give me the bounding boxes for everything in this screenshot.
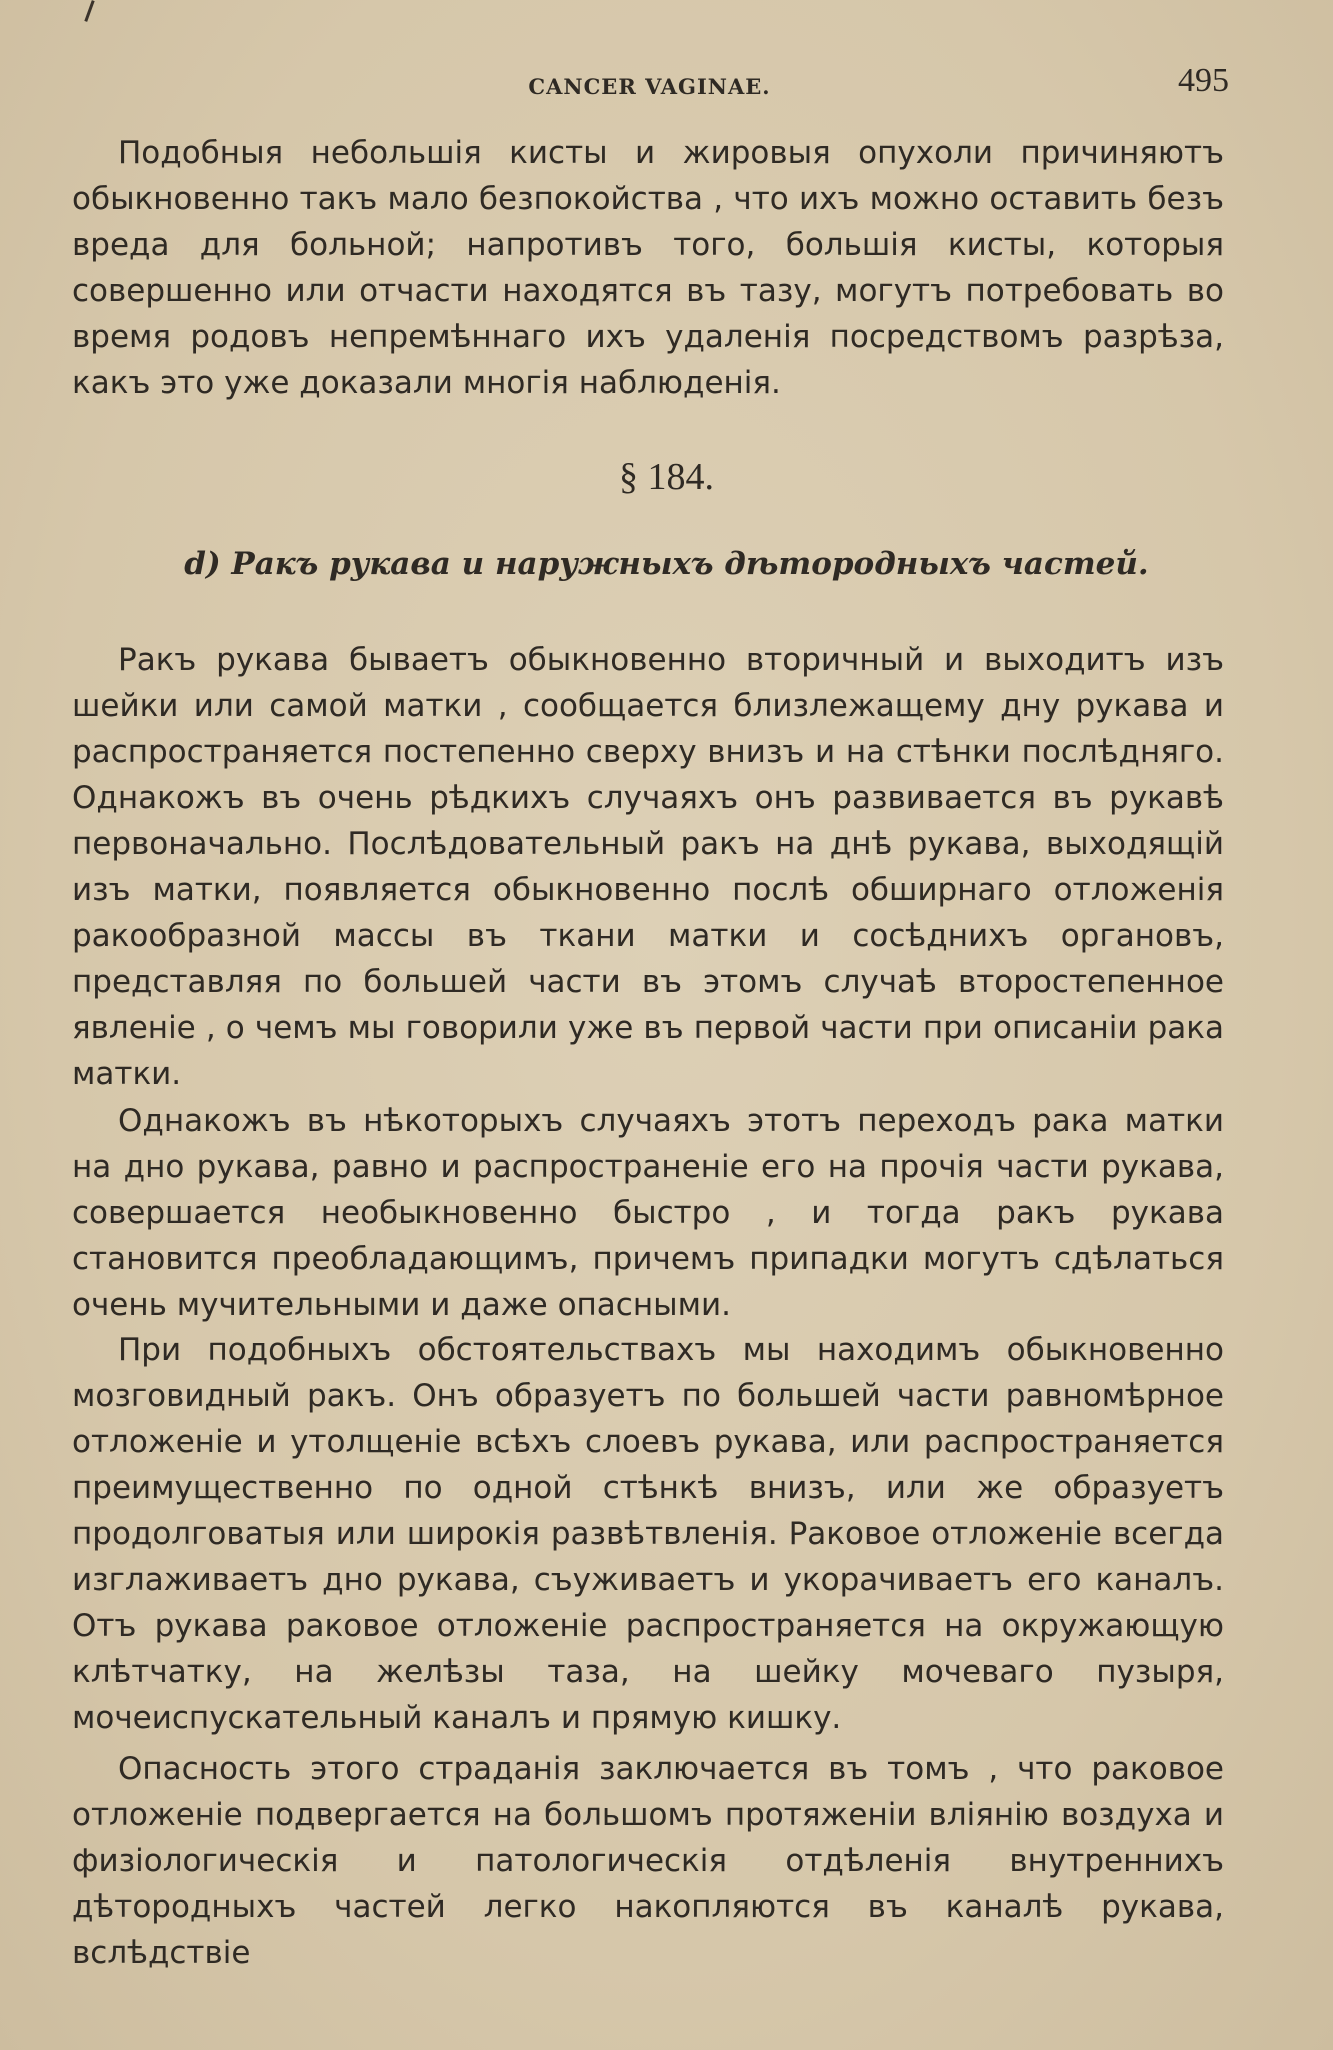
- paragraph-4: Опасность этого страданія заключается въ томъ , что раковое отложеніе подвергается на большомъ протяженіи вліянію воздуха и физіологическія и патологическія отдѣленія внутреннихъ дѣтородныхъ частей легко накопляются въ каналѣ рукава, вслѣдствіе: [72, 1751, 1224, 1971]
- paragraph-intro: Подобныя небольшія кисты и жировыя опухоли причиняютъ обыкновенно такъ мало безпокойства , что ихъ можно оставить безъ вреда для больной; напротивъ того, большія кисты, которыя совершенно или отчасти находятся въ тазу, могутъ потребовать во время родовъ непремѣннаго ихъ удаленія посредствомъ разрѣза, какъ это уже доказали многія наблюденія.: [72, 135, 1224, 401]
- section-number: § 184.: [619, 456, 714, 498]
- paragraph-2: Однакожъ въ нѣкоторыхъ случаяхъ этотъ переходъ рака матки на дно рукава, равно и распространеніе его на прочія части рукава, совершается необыкновенно быстро , и тогда ракъ рукава становится преобладающимъ, причемъ припадки могутъ сдѣлаться очень мучительными и даже опасными.: [72, 1103, 1224, 1323]
- section-subheading: d) Ракъ рукава и наружныхъ дѣтородныхъ частей.: [184, 546, 1149, 582]
- paragraph-3: При подобныхъ обстоятельствахъ мы находимъ обыкновенно мозговидный ракъ. Онъ образуетъ по большей части равномѣрное отложеніе и утолщеніе всѣхъ слоевъ рукава, или распространяется преимущественно по одной стѣнкѣ внизъ, или же образуетъ продолговатыя или широкія развѣтвленія. Раковое отложеніе всегда изглаживаетъ дно рукава, съуживаетъ и укорачиваетъ его каналъ. Отъ рукава раковое отложеніе распространяется на окружающую клѣтчатку, на желѣзы таза, на шейку мочеваго пузыря, мочеиспускательный каналъ и прямую кишку.: [72, 1332, 1224, 1736]
- paragraph-1: Ракъ рукава бываетъ обыкновенно вторичный и выходитъ изъ шейки или самой матки , сообщается близлежащему дну рукава и распространяется постепенно сверху внизъ и на стѣнки послѣдняго. Однакожъ въ очень рѣдкихъ случаяхъ онъ развивается въ рукавѣ первоначально. Послѣдовательный ракъ на днѣ рукава, выходящій изъ матки, появляется обыкновенно послѣ обширнаго отложенія ракообразной массы въ ткани матки и сосѣднихъ органовъ, представляя по большей части въ этомъ случаѣ второстепенное явленіе , о чемъ мы говорили уже въ первой части при описаніи рака матки.: [72, 642, 1224, 1092]
- running-head: CANCER VAGINAE.: [528, 74, 771, 99]
- page-header: [70, 62, 1229, 102]
- ink-mark: [84, 0, 94, 22]
- page-number: 495: [1178, 62, 1229, 99]
